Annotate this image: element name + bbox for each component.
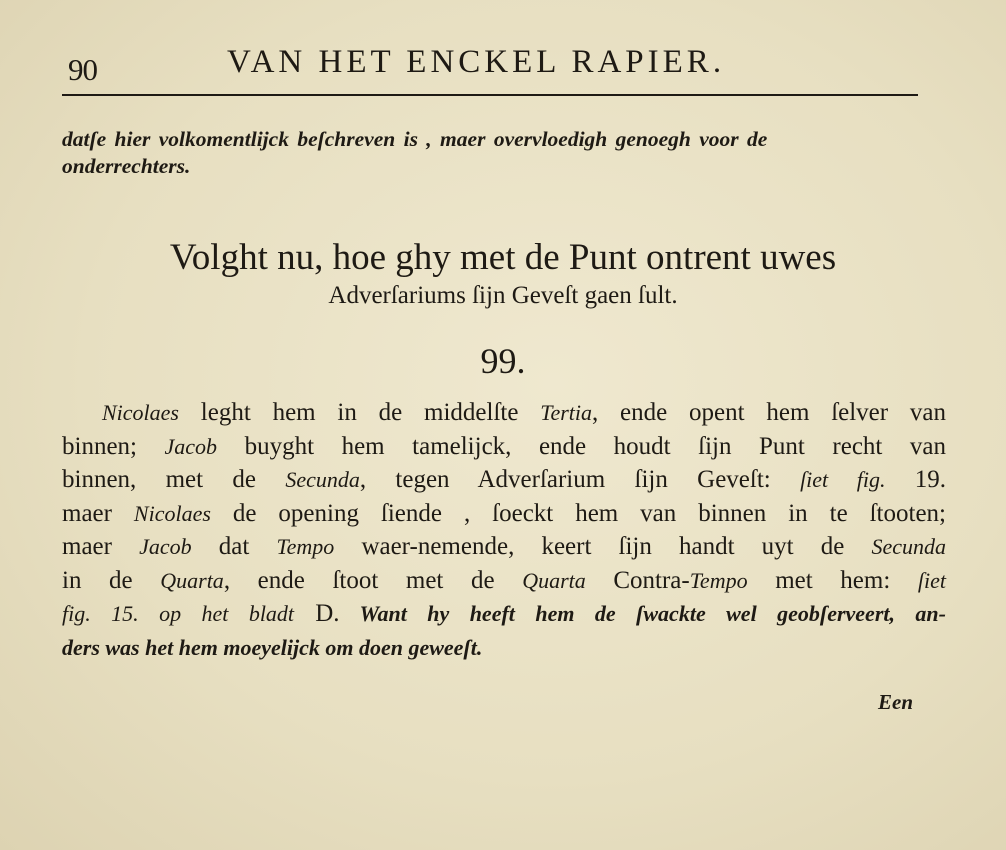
page-number: 90 xyxy=(68,52,97,87)
catchword: Een xyxy=(878,690,914,714)
body-line: binnen, met de Secunda, tegen Adverſarium ſijn Geveſt: ſiet fig. 19. xyxy=(62,466,947,493)
intro-paragraph xyxy=(62,126,942,180)
section-heading: Volght nu, hoe ghy met de Punt ontrent uwes xyxy=(169,237,837,278)
body-line: Nicolaes leght hem in de middelſte Tertia, ende opent hem ſelver van xyxy=(102,399,946,426)
section-number: 99. xyxy=(480,341,526,381)
body-line: maer Jacob dat Tempo waer-nemende, keert ſijn handt uyt de Secunda xyxy=(62,533,947,560)
running-head: VAN HET ENCKEL RAPIER. xyxy=(227,44,726,80)
body-line: ders was het hem moeyelijck om doen geweeſt. xyxy=(62,634,483,660)
page-header xyxy=(62,38,918,88)
intro-line: onderrechters. xyxy=(62,154,191,178)
body-line: fig. 15. op het bladt D. Want hy heeft hem de ſwackte wel geobſerveert, an- xyxy=(62,600,946,627)
header-rule xyxy=(62,94,918,96)
body-line: binnen; Jacob buyght hem tamelijck, ende houdt ſijn Punt recht van xyxy=(62,432,946,460)
body-line: in de Quarta, ende ſtoot met de Quarta Contra-Tempo met hem: ſiet xyxy=(62,566,946,594)
body-line: maer Nicolaes de opening ſiende , ſoeckt hem van binnen in te ſtooten; xyxy=(62,499,946,527)
body-paragraph xyxy=(62,396,946,664)
intro-line: datſe hier volkomentlijck beſchreven is , maer overvloedigh genoegh voor de xyxy=(62,127,768,151)
section-subheading: Adverſariums ſijn Geveſt gaen ſult. xyxy=(328,282,678,309)
